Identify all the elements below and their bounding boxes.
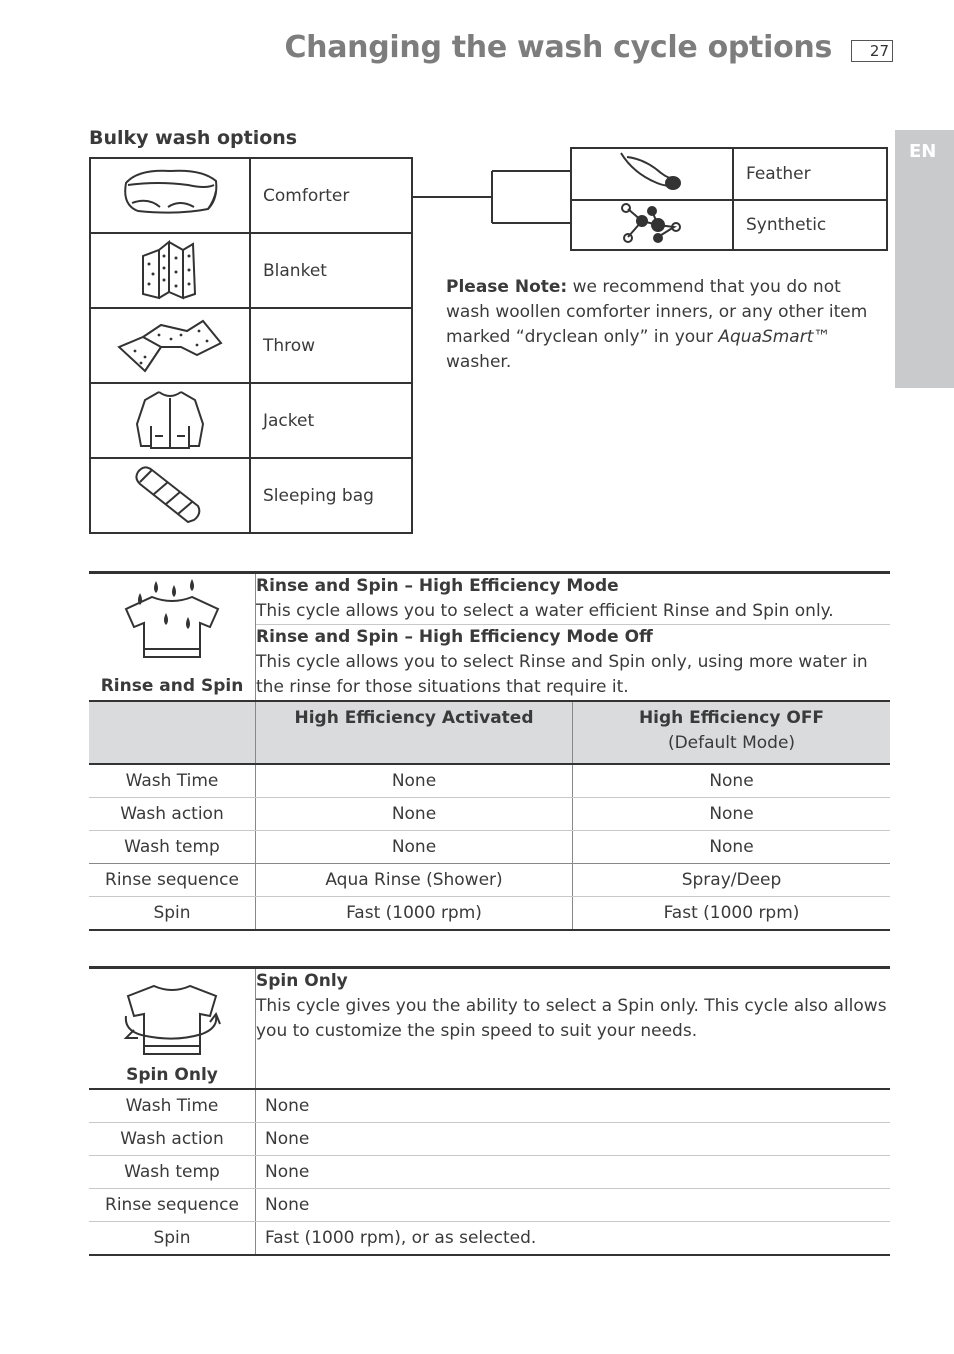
row-value: None [256,1156,891,1189]
blanket-icon [90,233,250,308]
note-bold: Please Note: [446,277,568,297]
jacket-icon [90,383,250,458]
cell-activated: None [256,764,573,798]
table-row [89,764,890,798]
fill-row [571,200,887,250]
spin-only-icon-cell [89,968,256,1090]
row-value: None [256,1189,891,1222]
page-title: Changing the wash cycle options [284,30,832,65]
connector-lines [412,150,572,230]
rinse-spin-shirt-icon [89,575,255,666]
rinse-spin-table [89,571,890,931]
fill-row [571,148,887,200]
empty-header-cell [89,701,256,764]
hem-off-text: This cycle allows you to select Rinse and Spin only, using more water in the rinse for those situations that require it. [256,652,868,697]
bulky-row [90,308,412,383]
cell-activated: None [256,798,573,831]
bulky-row [90,458,412,533]
feather-icon [571,148,733,200]
table-row [89,864,890,897]
language-label: EN [909,141,937,162]
note-text-end: ™ washer. [446,327,831,372]
hem-on-title: Rinse and Spin – High Efficiency Mode [256,576,619,596]
cell-off: Fast (1000 rpm) [573,897,891,931]
row-value: None [256,1089,891,1123]
row-label: Rinse sequence [89,1189,256,1222]
hem-on-description [256,573,891,625]
row-label: Spin [89,897,256,931]
table-row [89,798,890,831]
row-label: Wash temp [89,1156,256,1189]
spin-shirt-icon [89,976,255,1065]
fill-type-table [570,147,888,251]
row-label: Spin [89,1222,256,1256]
page-number: 27 [851,40,893,62]
please-note [446,275,886,375]
bulky-label: Sleeping bag [250,458,412,533]
row-value: None [256,1123,891,1156]
bulky-row [90,233,412,308]
throw-icon [90,308,250,383]
row-label: Wash Time [89,1089,256,1123]
spin-only-label: Spin Only [126,1065,218,1085]
table-row [89,1089,890,1123]
language-tab [895,130,954,388]
bulky-label: Comforter [250,158,412,233]
spin-only-description [256,968,891,1090]
sleeping-bag-icon [90,458,250,533]
note-brand: AquaSmart [718,327,814,347]
bulky-row [90,383,412,458]
spin-only-text: This cycle gives you the ability to select a Spin only. This cycle also allows you to customize the spin speed to suit your needs. [256,996,887,1041]
spin-only-table [89,966,890,1256]
rinse-spin-icon-cell [89,573,256,702]
row-value: Fast (1000 rpm), or as selected. [256,1222,891,1256]
row-label: Wash temp [89,831,256,864]
hem-off-title: Rinse and Spin – High Efficiency Mode Off [256,627,653,647]
note-text: we recommend that you do not wash woollen comforter inners, or any other item marked “dryclean only” in your [446,277,868,347]
table-row [89,1156,890,1189]
table-row [89,1189,890,1222]
column-header-row [89,701,890,764]
row-label: Rinse sequence [89,864,256,897]
cell-activated: Fast (1000 rpm) [256,897,573,931]
fill-label: Synthetic [733,200,887,250]
comforter-icon [90,158,250,233]
bulky-label: Throw [250,308,412,383]
table-row [89,1123,890,1156]
col-header-off: High Efficiency OFF (Default Mode) [573,701,891,764]
bulky-label: Blanket [250,233,412,308]
fill-label: Feather [733,148,887,200]
spin-only-title: Spin Only [256,971,348,991]
rinse-spin-label: Rinse and Spin [100,676,244,696]
row-label: Wash Time [89,764,256,798]
cell-off: None [573,798,891,831]
row-label: Wash action [89,1123,256,1156]
cell-off: None [573,831,891,864]
bulky-wash-heading: Bulky wash options [89,127,298,149]
cell-activated: Aqua Rinse (Shower) [256,864,573,897]
bulky-label: Jacket [250,383,412,458]
bulky-wash-table [89,157,413,534]
table-row [89,897,890,931]
hem-on-text: This cycle allows you to select a water efficient Rinse and Spin only. [256,601,834,621]
hem-off-description [256,625,891,702]
synthetic-icon [571,200,733,250]
table-row [89,1222,890,1256]
table-row [89,831,890,864]
cell-activated: None [256,831,573,864]
cell-off: Spray/Deep [573,864,891,897]
cell-off: None [573,764,891,798]
col-header-activated: High Efficiency Activated [256,701,573,764]
bulky-row [90,158,412,233]
row-label: Wash action [89,798,256,831]
